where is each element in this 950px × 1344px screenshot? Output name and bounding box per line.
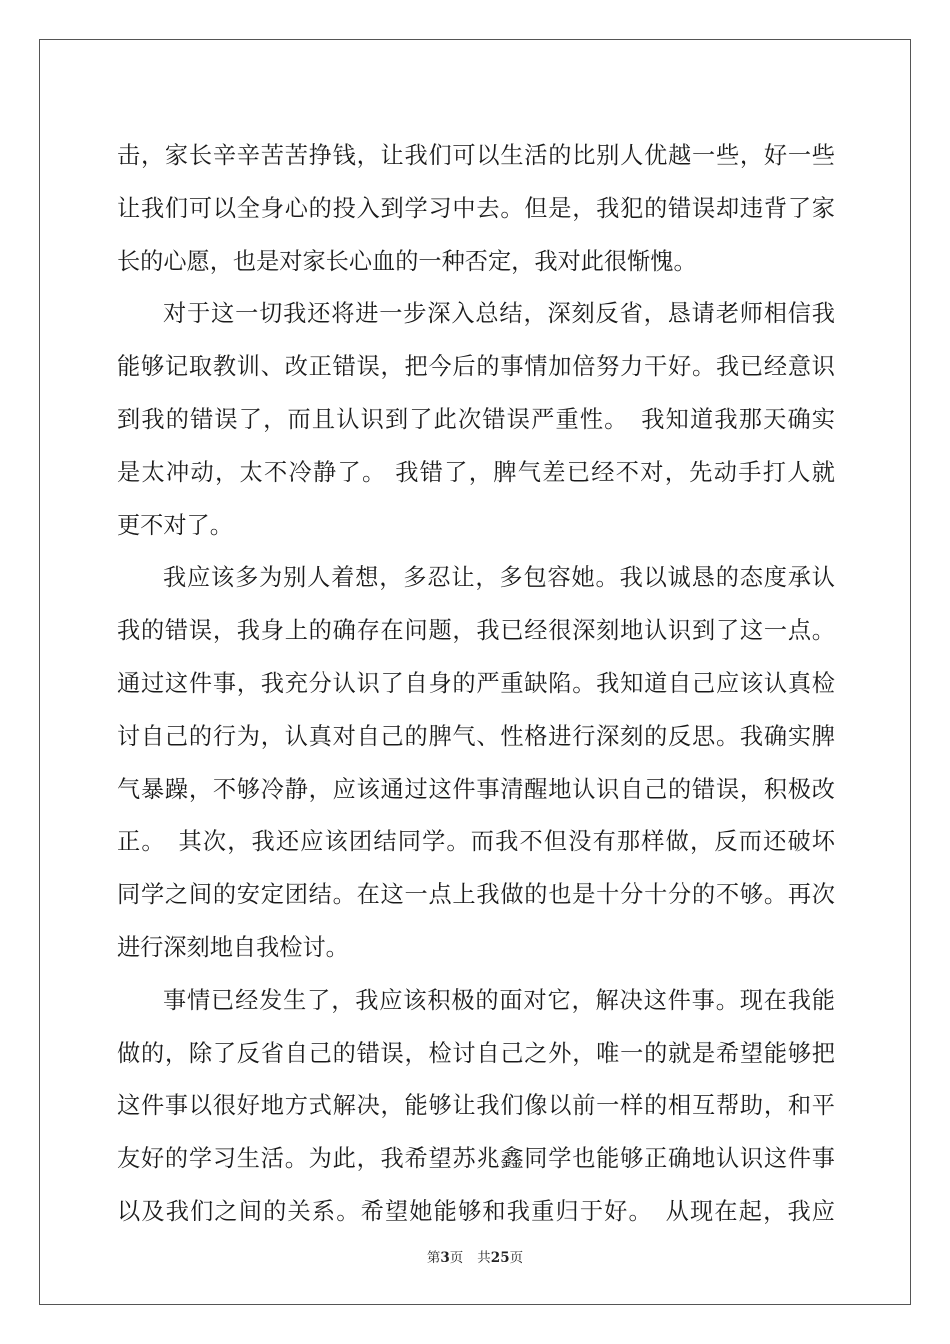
text-line: 让我们可以全身心的投入到学习中去。但是，我犯的错误却违背了家 [117,194,835,222]
current-page-number: 3 [440,1250,450,1266]
text-line: 讨自己的行为，认真对自己的脾气、性格进行深刻的反思。我确实脾 [117,722,835,750]
total-page-count: 25 [490,1250,510,1266]
page-number-suffix: 页 [449,1250,464,1266]
text-line: 到我的错误了，而且认识到了此次错误严重性。 我知道我那天确实 [117,405,835,433]
page-footer [0,1246,950,1266]
text-line: 事情已经发生了，我应该积极的面对它，解决这件事。现在我能 [163,986,835,1014]
page-number-prefix: 第 [426,1250,441,1266]
text-line: 对于这一切我还将进一步深入总结，深刻反省，恳请老师相信我 [163,300,835,328]
document-body [117,130,835,1239]
text-line: 友好的学习生活。为此，我希望苏兆鑫同学也能够正确地认识这件事 [117,1145,835,1173]
text-line: 通过这件事，我充分认识了自身的严重缺陷。我知道自己应该认真检 [117,669,835,697]
text-line: 做的，除了反省自己的错误，检讨自己之外，唯一的就是希望能够把 [117,1039,835,1067]
text-line: 是太冲动，太不冷静了。 我错了，脾气差已经不对，先动手打人就 [117,458,835,486]
text-line: 气暴躁，不够冷静，应该通过这件事清醒地认识自己的错误，积极改 [117,775,835,803]
text-line: 更不对了。 [117,511,233,539]
text-line: 以及我们之间的关系。希望她能够和我重归于好。 从现在起，我应 [117,1197,835,1225]
text-line: 进行深刻地自我检讨。 [117,933,349,961]
total-pages-prefix: 共 [477,1250,491,1266]
text-line: 长的心愿，也是对家长心血的一种否定，我对此很惭愧。 [117,247,697,275]
text-line: 击，家长辛辛苦苦挣钱，让我们可以生活的比别人优越一些，好一些 [117,142,835,169]
text-line: 我应该多为别人着想，多忍让，多包容她。我以诚恳的态度承认 [163,564,835,592]
text-line: 同学之间的安定团结。在这一点上我做的也是十分十分的不够。再次 [117,881,835,909]
total-pages-suffix: 页 [509,1250,524,1266]
text-line: 这件事以很好地方式解决，能够让我们像以前一样的相互帮助，和平 [117,1092,835,1120]
text-line: 我的错误，我身上的确存在问题，我已经很深刻地认识到了这一点。 [117,617,835,645]
text-line: 能够记取教训、改正错误，把今后的事情加倍努力干好。我已经意识 [117,353,835,381]
text-line: 正。 其次，我还应该团结同学。而我不但没有那样做，反而还破坏 [117,828,835,856]
